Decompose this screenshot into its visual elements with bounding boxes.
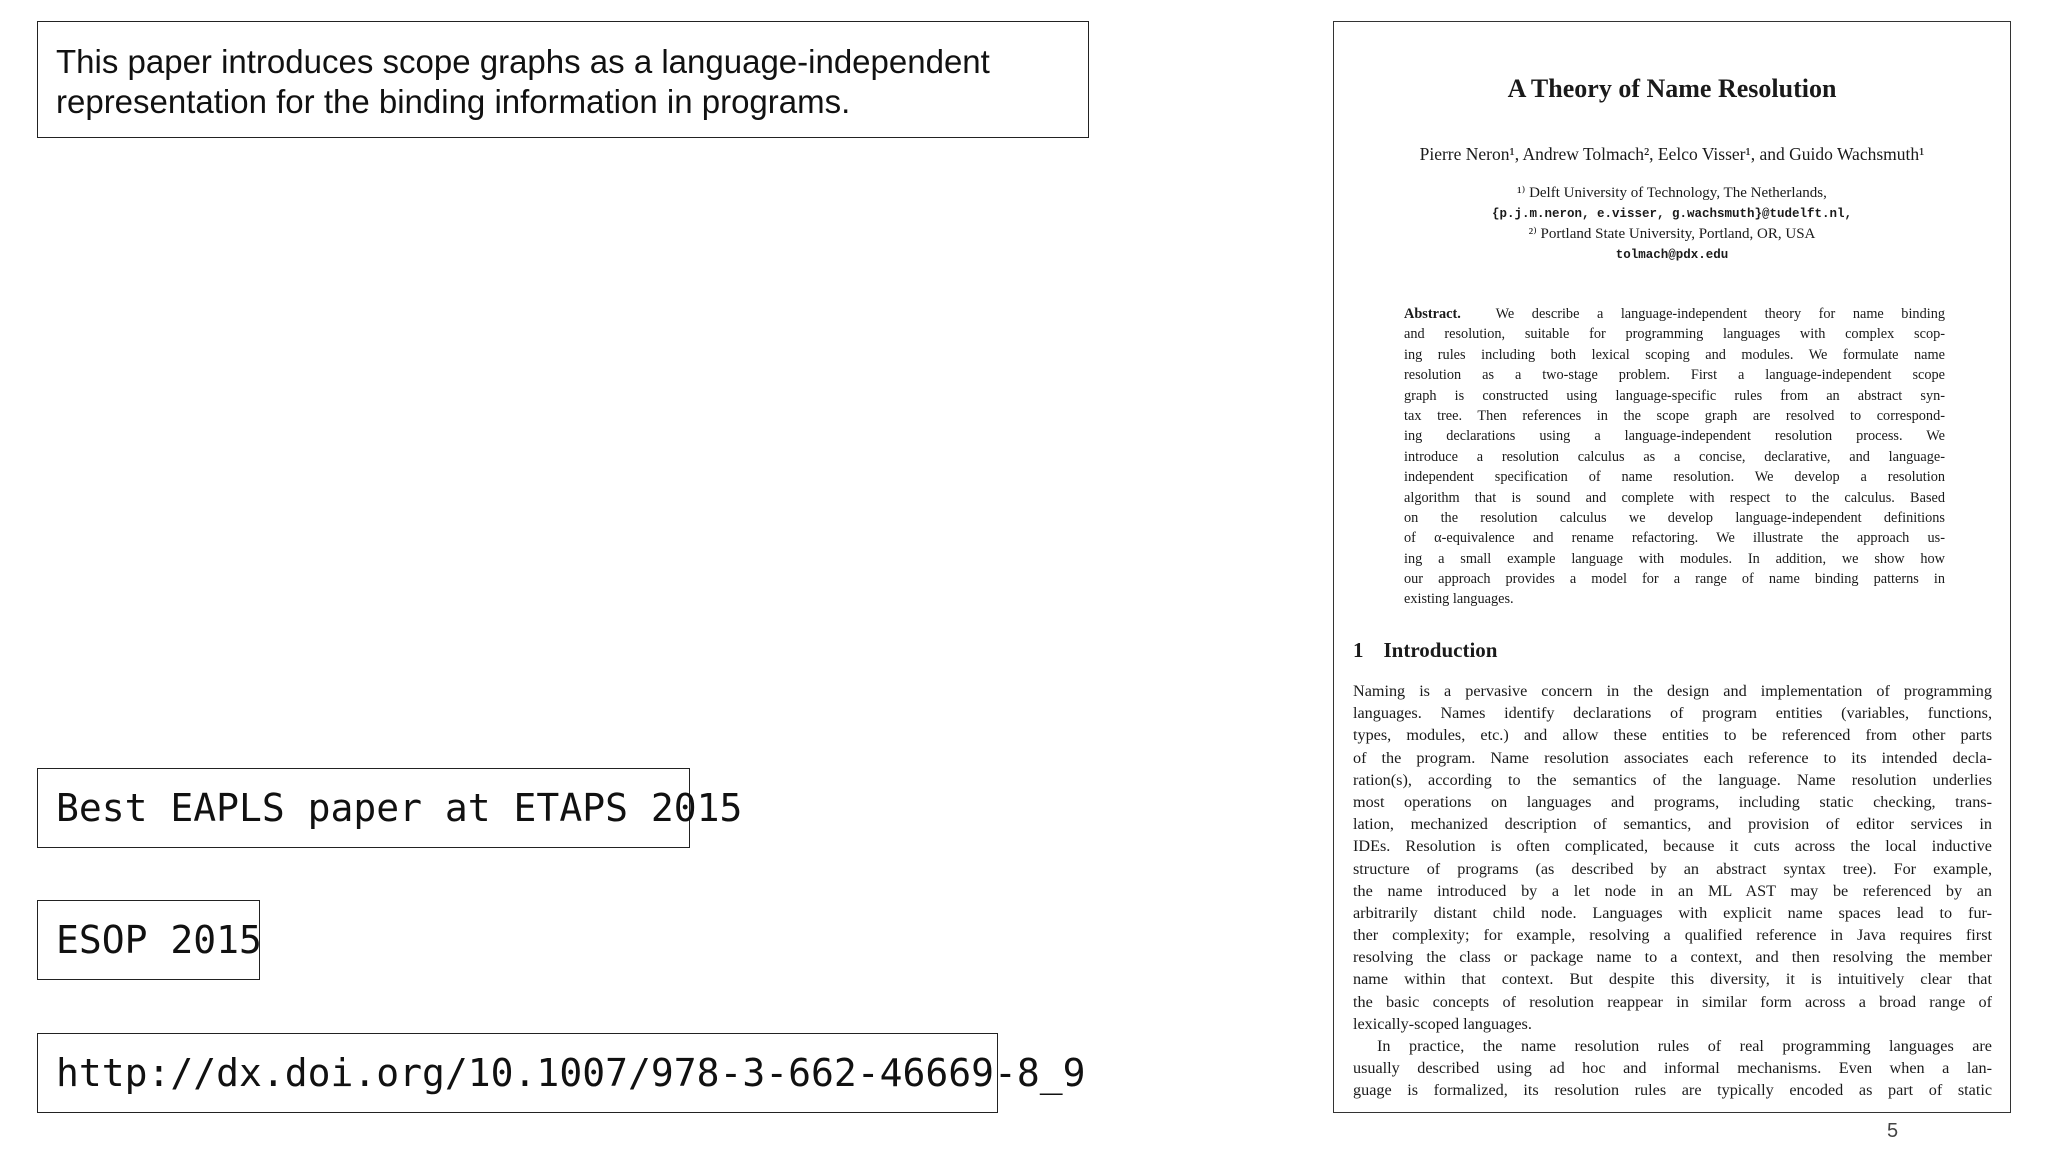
abstract-line: introduce a resolution calculus as a concise, declarative, and language- <box>1404 448 1945 465</box>
body-line: lexically-scoped languages. <box>1353 1014 1532 1033</box>
body-line: types, modules, etc.) and allow these entities to be referenced from other parts <box>1353 726 1992 745</box>
body-line: ration(s), according to the semantics of the language. Name resolution underlies <box>1353 770 1992 789</box>
paper-affiliations <box>1334 183 2010 265</box>
body-line: Naming is a pervasive concern in the design and implementation of programming <box>1353 682 1992 700</box>
abstract-line: tax tree. Then references in the scope graph are resolved to correspond- <box>1404 407 1945 424</box>
description-line: This paper introduces scope graphs as a language-independent <box>56 43 990 80</box>
body-line: ther complexity; for example, resolving a qualified reference in Java requires first <box>1353 926 1992 945</box>
affiliation-1-emails: {p.j.m.neron, e.visser, g.wachsmuth}@tudelft.nl, <box>1491 206 1853 221</box>
body-line: usually described using ad hoc and informal mechanisms. Even when a lan- <box>1353 1059 1992 1078</box>
page-number: 5 <box>1887 1120 1899 1142</box>
body-line: resolving the class or package name to a context, and then resolving the member <box>1353 948 1992 967</box>
paper-authors: Pierre Neron¹, Andrew Tolmach², Eelco Visser¹, and Guido Wachsmuth¹ <box>1419 144 1925 164</box>
body-line: lation, mechanized description of semantics, and provision of editor services in <box>1353 815 1992 834</box>
abstract-line: ing declarations using a language-independent resolution process. We <box>1404 428 1945 445</box>
abstract-line: We describe a language-independent theory for name binding <box>1495 306 1945 322</box>
body-line: name within that context. But despite this diversity, it is intuitively clear that <box>1353 970 1992 989</box>
abstract-line: graph is constructed using language-specific rules from an abstract syn- <box>1404 387 1945 404</box>
body-line: In practice, the name resolution rules of real programming languages are <box>1377 1037 1992 1055</box>
abstract-line: independent specification of name resolution. We develop a resolution <box>1404 469 1945 486</box>
body-line: of the program. Name resolution associates each reference to its intended decla- <box>1353 748 1992 767</box>
body-line: arbitrarily distant child node. Languages with explicit name spaces lead to fur- <box>1353 903 1992 922</box>
paper-body <box>1353 680 1992 1102</box>
body-line: languages. Names identify declarations of program entities (variables, functions, <box>1353 704 1992 723</box>
section-title: Introduction <box>1383 638 1498 662</box>
section-heading <box>1353 638 1497 663</box>
award-box: Best EAPLS paper at ETAPS 2015 <box>37 768 690 848</box>
affiliation-2-email: tolmach@pdx.edu <box>1615 247 1729 262</box>
abstract-line: our approach provides a model for a range of name binding patterns in <box>1404 571 1945 588</box>
affiliation-2: ²⁾ Portland State University, Portland, OR, USA <box>1528 226 1816 242</box>
abstract-line: of α-equivalence and rename refactoring. We illustrate the approach us- <box>1404 530 1945 547</box>
paper-preview <box>1333 21 2011 1113</box>
description-box <box>37 21 1089 138</box>
body-line: IDEs. Resolution is often complicated, because it cuts across the local inductive <box>1353 837 1992 856</box>
abstract-line: ing rules including both lexical scoping and modules. We formulate name <box>1404 346 1945 363</box>
section-number: 1 <box>1353 638 1364 662</box>
abstract-line: resolution as a two-stage problem. First a language-independent scope <box>1404 367 1945 384</box>
body-line: the name introduced by a let node in an ML AST may be referenced by an <box>1353 881 1992 900</box>
abstract-line: algorithm that is sound and complete with respect to the calculus. Based <box>1404 489 1945 506</box>
venue-box: ESOP 2015 <box>37 900 260 980</box>
abstract-line: existing languages. <box>1404 591 1514 608</box>
body-line: the basic concepts of resolution reappear in similar form across a broad range of <box>1353 992 1992 1011</box>
doi-box[interactable]: http://dx.doi.org/10.1007/978-3-662-46669-8_9 <box>37 1033 998 1113</box>
abstract-line: on the resolution calculus we develop language-independent definitions <box>1404 509 1945 526</box>
paper-abstract <box>1404 304 1945 610</box>
abstract-line: ing a small example language with modules. In addition, we show how <box>1404 550 1945 567</box>
body-line: structure of programs (as described by an abstract syntax tree). For example, <box>1353 859 1992 878</box>
affiliation-1: ¹⁾ Delft University of Technology, The Netherlands, <box>1517 185 1827 201</box>
description-line: representation for the binding information in programs. <box>56 83 851 120</box>
body-line: guage is formalized, its resolution rules are typically encoded as part of static <box>1353 1081 1992 1100</box>
abstract-line: and resolution, suitable for programming languages with complex scop- <box>1404 326 1945 343</box>
body-line: most operations on languages and programs, including static checking, trans- <box>1353 792 1992 811</box>
abstract-label: Abstract. <box>1404 306 1461 322</box>
paper-title: A Theory of Name Resolution <box>1507 74 1837 103</box>
